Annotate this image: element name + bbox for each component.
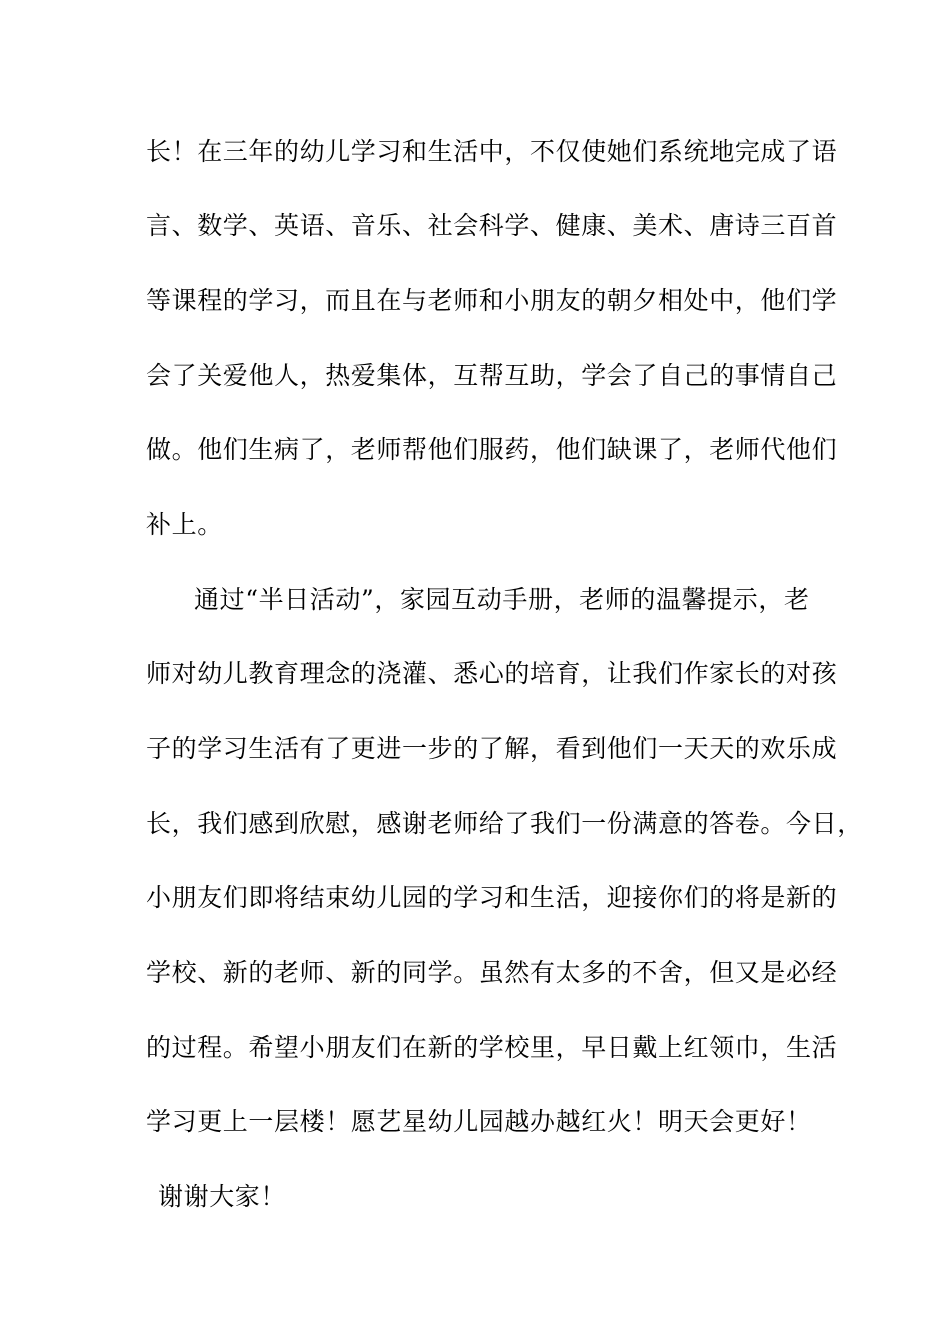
closing-thanks: 谢谢大家！ <box>158 1182 287 1211</box>
paragraph-2-line-8: 学习更上一层楼！愿艺星幼儿园越办越红火！明天会更好！ <box>146 1107 812 1136</box>
paragraph-1-line-1: 长！在三年的幼儿学习和生活中，不仅使她们系统地完成了语 <box>146 137 838 166</box>
paragraph-1-line-5: 做。他们生病了，老师帮他们服药，他们缺课了，老师代他们 <box>146 435 838 464</box>
paragraph-1-line-3: 等课程的学习，而且在与老师和小朋友的朝夕相处中，他们学 <box>146 286 838 315</box>
paragraph-2-line-2: 师对幼儿教育理念的浇灌、悉心的培育，让我们作家长的对孩 <box>146 659 838 688</box>
paragraph-2-line-5: 小朋友们即将结束幼儿园的学习和生活，迎接你们的将是新的 <box>146 883 838 912</box>
paragraph-2-line-4: 长，我们感到欣慰，感谢老师给了我们一份满意的答卷。今日， <box>146 809 863 838</box>
paragraph-1-line-4: 会了关爱他人，热爱集体，互帮互助，学会了自己的事情自己 <box>146 361 838 390</box>
paragraph-1-line-6: 补上。 <box>146 510 223 539</box>
paragraph-2-line-3: 子的学习生活有了更进一步的了解，看到他们一天天的欢乐成 <box>146 734 838 763</box>
paragraph-2-line-1: 通过“半日活动”，家园互动手册，老师的温馨提示，老 <box>194 585 810 614</box>
paragraph-2-line-7: 的过程。希望小朋友们在新的学校里，早日戴上红领巾，生活 <box>146 1033 838 1062</box>
paragraph-2-line-6: 学校、新的老师、新的同学。虽然有太多的不舍，但又是必经 <box>146 958 838 987</box>
paragraph-1-line-2: 言、数学、英语、音乐、社会科学、健康、美术、唐诗三百首 <box>146 211 838 240</box>
